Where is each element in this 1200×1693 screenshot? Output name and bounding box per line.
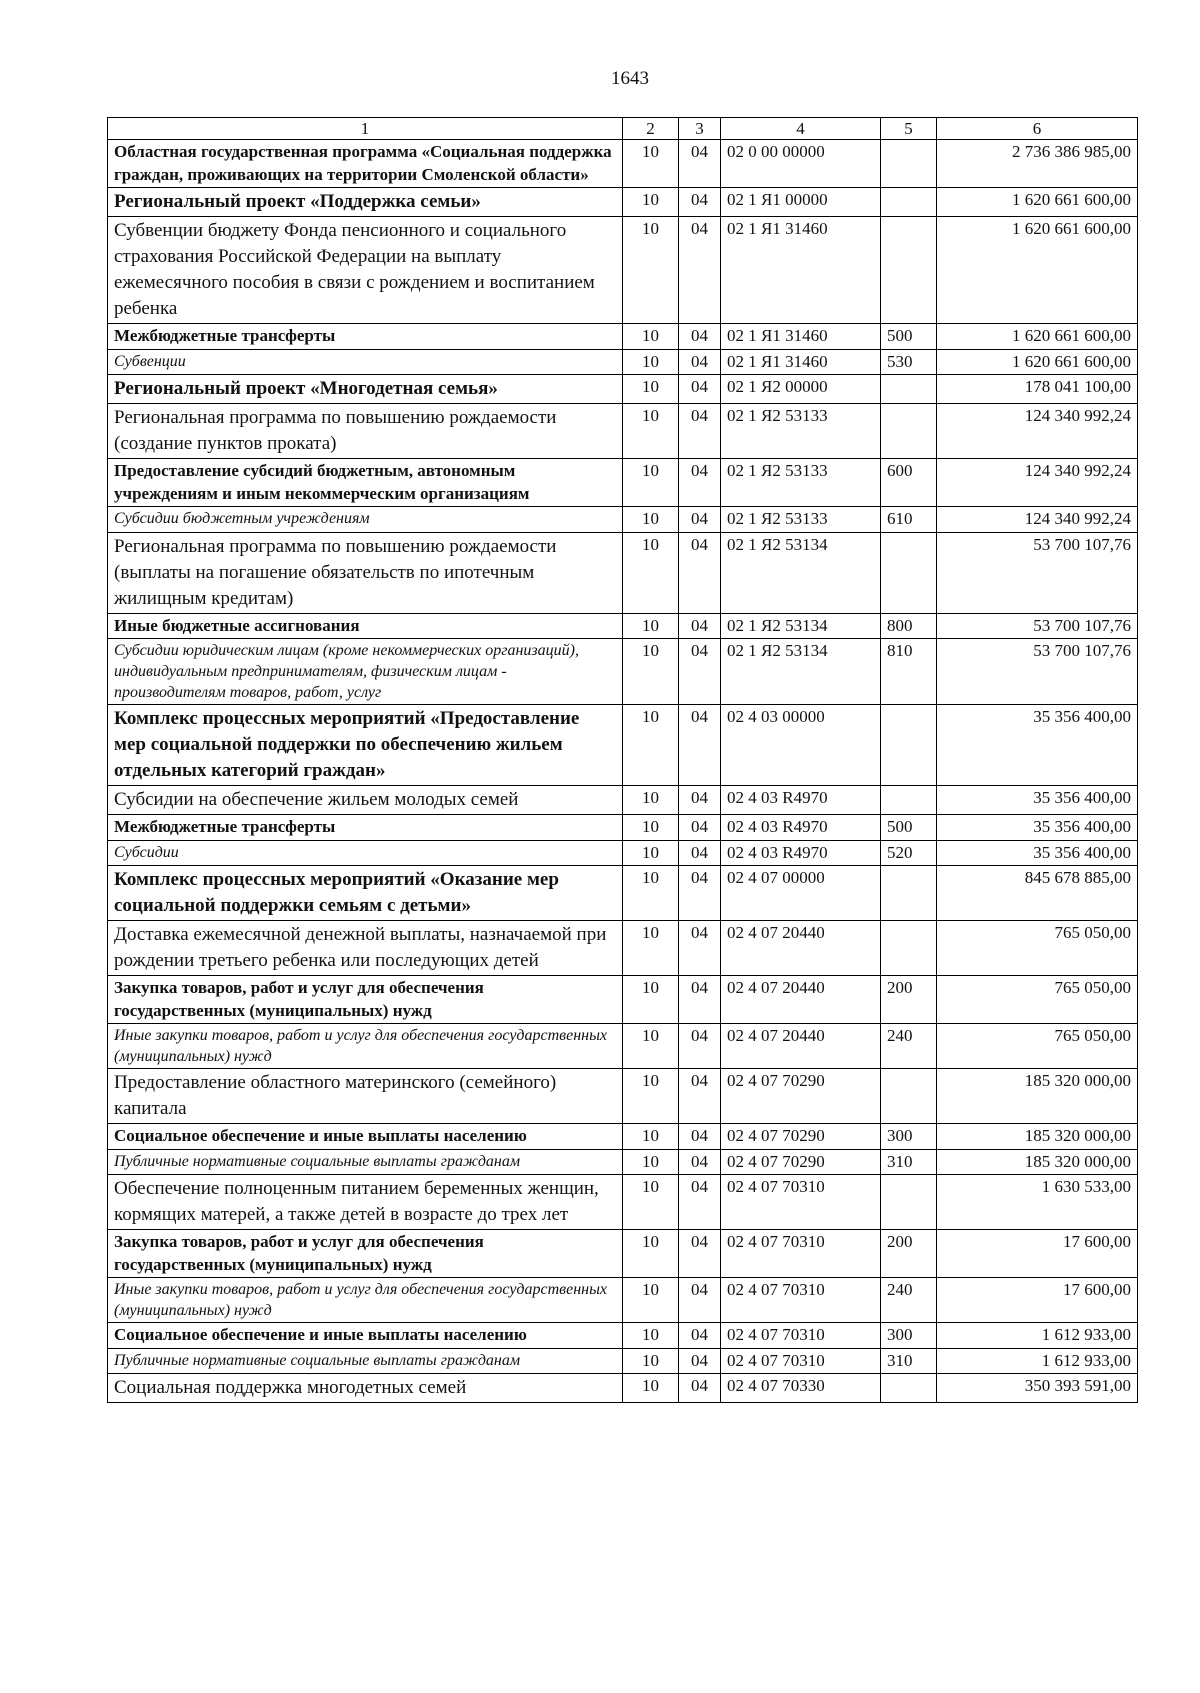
cell-name: Доставка ежемесячной денежной выплаты, назначаемой при рождении третьего ребенка или последующих детей bbox=[108, 921, 623, 976]
cell-vr: 300 bbox=[881, 1124, 937, 1150]
cell-name: Обеспечение полноценным питанием беременных женщин, кормящих матерей, а также детей в возрасте до трех лет bbox=[108, 1175, 623, 1230]
cell-csr: 02 4 07 20440 bbox=[721, 1024, 881, 1069]
cell-csr: 02 4 07 70290 bbox=[721, 1069, 881, 1124]
cell-amount: 35 356 400,00 bbox=[937, 815, 1138, 841]
cell-csr: 02 4 03 R4970 bbox=[721, 815, 881, 841]
cell-subsection: 04 bbox=[679, 1323, 721, 1349]
cell-csr: 02 4 07 70310 bbox=[721, 1278, 881, 1323]
table-row bbox=[108, 349, 1138, 375]
cell-csr: 02 1 Я1 31460 bbox=[721, 324, 881, 350]
cell-amount: 35 356 400,00 bbox=[937, 705, 1138, 786]
cell-subsection: 04 bbox=[679, 1124, 721, 1150]
cell-vr bbox=[881, 375, 937, 404]
table-row bbox=[108, 1069, 1138, 1124]
cell-csr: 02 4 07 70330 bbox=[721, 1374, 881, 1403]
cell-subsection: 04 bbox=[679, 1230, 721, 1278]
cell-csr: 02 4 07 70310 bbox=[721, 1323, 881, 1349]
cell-name: Предоставление областного материнского (семейного) капитала bbox=[108, 1069, 623, 1124]
cell-name: Закупка товаров, работ и услуг для обеспечения государственных (муниципальных) нужд bbox=[108, 976, 623, 1024]
table-row bbox=[108, 1230, 1138, 1278]
cell-vr bbox=[881, 140, 937, 188]
cell-name: Иные закупки товаров, работ и услуг для обеспечения государственных (муниципальных) нужд bbox=[108, 1278, 623, 1323]
cell-subsection: 04 bbox=[679, 1374, 721, 1403]
table-row bbox=[108, 459, 1138, 507]
cell-vr: 610 bbox=[881, 507, 937, 533]
cell-section: 10 bbox=[623, 866, 679, 921]
cell-subsection: 04 bbox=[679, 1149, 721, 1175]
cell-csr: 02 4 03 00000 bbox=[721, 705, 881, 786]
cell-section: 10 bbox=[623, 1278, 679, 1323]
cell-subsection: 04 bbox=[679, 705, 721, 786]
table-row bbox=[108, 976, 1138, 1024]
cell-csr: 02 4 03 R4970 bbox=[721, 786, 881, 815]
cell-name: Предоставление субсидий бюджетным, автономным учреждениям и иным некоммерческим организациям bbox=[108, 459, 623, 507]
cell-amount: 178 041 100,00 bbox=[937, 375, 1138, 404]
cell-vr: 240 bbox=[881, 1024, 937, 1069]
cell-section: 10 bbox=[623, 349, 679, 375]
page-number: 1643 bbox=[611, 68, 649, 89]
cell-amount: 53 700 107,76 bbox=[937, 639, 1138, 705]
cell-section: 10 bbox=[623, 459, 679, 507]
cell-subsection: 04 bbox=[679, 1348, 721, 1374]
cell-name: Социальное обеспечение и иные выплаты населению bbox=[108, 1124, 623, 1150]
cell-subsection: 04 bbox=[679, 866, 721, 921]
cell-subsection: 04 bbox=[679, 532, 721, 613]
cell-section: 10 bbox=[623, 786, 679, 815]
table-row bbox=[108, 815, 1138, 841]
cell-subsection: 04 bbox=[679, 324, 721, 350]
header-cell-subsection: 3 bbox=[679, 118, 721, 140]
cell-subsection: 04 bbox=[679, 1069, 721, 1124]
cell-csr: 02 1 Я1 31460 bbox=[721, 217, 881, 324]
cell-vr: 200 bbox=[881, 1230, 937, 1278]
cell-section: 10 bbox=[623, 404, 679, 459]
cell-amount: 350 393 591,00 bbox=[937, 1374, 1138, 1403]
cell-amount: 185 320 000,00 bbox=[937, 1149, 1138, 1175]
cell-amount: 1 630 533,00 bbox=[937, 1175, 1138, 1230]
cell-csr: 02 1 Я2 53133 bbox=[721, 459, 881, 507]
table-row bbox=[108, 1149, 1138, 1175]
cell-vr bbox=[881, 532, 937, 613]
cell-csr: 02 4 07 70310 bbox=[721, 1348, 881, 1374]
cell-amount: 124 340 992,24 bbox=[937, 459, 1138, 507]
cell-vr bbox=[881, 404, 937, 459]
cell-vr: 600 bbox=[881, 459, 937, 507]
cell-csr: 02 4 07 70310 bbox=[721, 1230, 881, 1278]
cell-section: 10 bbox=[623, 507, 679, 533]
cell-subsection: 04 bbox=[679, 639, 721, 705]
cell-subsection: 04 bbox=[679, 786, 721, 815]
cell-vr bbox=[881, 217, 937, 324]
cell-section: 10 bbox=[623, 921, 679, 976]
cell-name: Социальное обеспечение и иные выплаты населению bbox=[108, 1323, 623, 1349]
cell-name: Субсидии юридическим лицам (кроме некоммерческих организаций), индивидуальным предпринимателям, физическим лицам - производителям товаров, работ, услуг bbox=[108, 639, 623, 705]
cell-section: 10 bbox=[623, 1323, 679, 1349]
cell-amount: 124 340 992,24 bbox=[937, 507, 1138, 533]
cell-amount: 1 612 933,00 bbox=[937, 1323, 1138, 1349]
table-row bbox=[108, 921, 1138, 976]
cell-section: 10 bbox=[623, 1024, 679, 1069]
table-row bbox=[108, 840, 1138, 866]
cell-subsection: 04 bbox=[679, 349, 721, 375]
cell-name: Закупка товаров, работ и услуг для обеспечения государственных (муниципальных) нужд bbox=[108, 1230, 623, 1278]
cell-vr bbox=[881, 1069, 937, 1124]
cell-csr: 02 1 Я2 53134 bbox=[721, 532, 881, 613]
cell-subsection: 04 bbox=[679, 188, 721, 217]
cell-subsection: 04 bbox=[679, 375, 721, 404]
cell-subsection: 04 bbox=[679, 507, 721, 533]
cell-csr: 02 4 07 70290 bbox=[721, 1149, 881, 1175]
cell-subsection: 04 bbox=[679, 1278, 721, 1323]
cell-vr bbox=[881, 1374, 937, 1403]
cell-amount: 2 736 386 985,00 bbox=[937, 140, 1138, 188]
table-row bbox=[108, 1175, 1138, 1230]
table-row bbox=[108, 705, 1138, 786]
cell-name: Субвенции bbox=[108, 349, 623, 375]
cell-subsection: 04 bbox=[679, 217, 721, 324]
cell-section: 10 bbox=[623, 1374, 679, 1403]
table-row bbox=[108, 217, 1138, 324]
cell-section: 10 bbox=[623, 217, 679, 324]
cell-amount: 53 700 107,76 bbox=[937, 532, 1138, 613]
cell-amount: 17 600,00 bbox=[937, 1230, 1138, 1278]
table-row bbox=[108, 639, 1138, 705]
cell-vr bbox=[881, 1175, 937, 1230]
cell-csr: 02 1 Я2 53133 bbox=[721, 404, 881, 459]
cell-section: 10 bbox=[623, 840, 679, 866]
cell-name: Субсидии бюджетным учреждениям bbox=[108, 507, 623, 533]
cell-amount: 1 620 661 600,00 bbox=[937, 217, 1138, 324]
cell-name: Иные закупки товаров, работ и услуг для обеспечения государственных (муниципальных) нужд bbox=[108, 1024, 623, 1069]
cell-amount: 17 600,00 bbox=[937, 1278, 1138, 1323]
cell-csr: 02 1 Я2 53134 bbox=[721, 639, 881, 705]
cell-amount: 53 700 107,76 bbox=[937, 613, 1138, 639]
cell-subsection: 04 bbox=[679, 1024, 721, 1069]
cell-section: 10 bbox=[623, 1230, 679, 1278]
cell-amount: 185 320 000,00 bbox=[937, 1124, 1138, 1150]
cell-section: 10 bbox=[623, 976, 679, 1024]
table-row bbox=[108, 375, 1138, 404]
cell-section: 10 bbox=[623, 705, 679, 786]
cell-section: 10 bbox=[623, 613, 679, 639]
cell-amount: 1 620 661 600,00 bbox=[937, 188, 1138, 217]
table-row bbox=[108, 507, 1138, 533]
cell-amount: 1 620 661 600,00 bbox=[937, 324, 1138, 350]
cell-name: Публичные нормативные социальные выплаты гражданам bbox=[108, 1348, 623, 1374]
cell-vr: 500 bbox=[881, 815, 937, 841]
cell-name: Межбюджетные трансферты bbox=[108, 815, 623, 841]
cell-subsection: 04 bbox=[679, 1175, 721, 1230]
cell-name: Региональный проект «Поддержка семьи» bbox=[108, 188, 623, 217]
table-row bbox=[108, 1124, 1138, 1150]
cell-name: Субсидии bbox=[108, 840, 623, 866]
cell-vr: 300 bbox=[881, 1323, 937, 1349]
cell-section: 10 bbox=[623, 140, 679, 188]
cell-name: Региональный проект «Многодетная семья» bbox=[108, 375, 623, 404]
table-row bbox=[108, 786, 1138, 815]
table-row bbox=[108, 1323, 1138, 1349]
cell-vr bbox=[881, 866, 937, 921]
table-row bbox=[108, 532, 1138, 613]
cell-amount: 765 050,00 bbox=[937, 921, 1138, 976]
cell-vr: 310 bbox=[881, 1348, 937, 1374]
cell-csr: 02 1 Я2 00000 bbox=[721, 375, 881, 404]
cell-subsection: 04 bbox=[679, 613, 721, 639]
cell-name: Социальная поддержка многодетных семей bbox=[108, 1374, 623, 1403]
cell-vr: 500 bbox=[881, 324, 937, 350]
header-cell-name: 1 bbox=[108, 118, 623, 140]
cell-name: Комплекс процессных мероприятий «Оказание мер социальной поддержки семьям с детьми» bbox=[108, 866, 623, 921]
cell-amount: 765 050,00 bbox=[937, 1024, 1138, 1069]
cell-amount: 185 320 000,00 bbox=[937, 1069, 1138, 1124]
cell-subsection: 04 bbox=[679, 815, 721, 841]
cell-section: 10 bbox=[623, 1175, 679, 1230]
cell-name: Субвенции бюджету Фонда пенсионного и социального страхования Российской Федерации на выплату ежемесячного пособия в связи с рождением и воспитанием ребенка bbox=[108, 217, 623, 324]
cell-amount: 35 356 400,00 bbox=[937, 840, 1138, 866]
cell-amount: 845 678 885,00 bbox=[937, 866, 1138, 921]
table-row bbox=[108, 188, 1138, 217]
cell-name: Комплекс процессных мероприятий «Предоставление мер социальной поддержки по обеспечению жильем отдельных категорий граждан» bbox=[108, 705, 623, 786]
table-row bbox=[108, 404, 1138, 459]
cell-vr: 800 bbox=[881, 613, 937, 639]
cell-amount: 124 340 992,24 bbox=[937, 404, 1138, 459]
cell-section: 10 bbox=[623, 532, 679, 613]
cell-vr bbox=[881, 786, 937, 815]
table-row bbox=[108, 866, 1138, 921]
cell-name: Межбюджетные трансферты bbox=[108, 324, 623, 350]
cell-section: 10 bbox=[623, 1069, 679, 1124]
cell-subsection: 04 bbox=[679, 921, 721, 976]
cell-section: 10 bbox=[623, 639, 679, 705]
cell-section: 10 bbox=[623, 815, 679, 841]
cell-csr: 02 0 00 00000 bbox=[721, 140, 881, 188]
cell-amount: 1 612 933,00 bbox=[937, 1348, 1138, 1374]
cell-subsection: 04 bbox=[679, 459, 721, 507]
header-cell-csr: 4 bbox=[721, 118, 881, 140]
cell-csr: 02 4 07 00000 bbox=[721, 866, 881, 921]
cell-vr bbox=[881, 921, 937, 976]
cell-subsection: 04 bbox=[679, 140, 721, 188]
table-row bbox=[108, 324, 1138, 350]
table-row bbox=[108, 1348, 1138, 1374]
table-row bbox=[108, 1374, 1138, 1403]
cell-amount: 1 620 661 600,00 bbox=[937, 349, 1138, 375]
cell-section: 10 bbox=[623, 324, 679, 350]
cell-csr: 02 1 Я1 31460 bbox=[721, 349, 881, 375]
cell-name: Областная государственная программа «Социальная поддержка граждан, проживающих на территории Смоленской области» bbox=[108, 140, 623, 188]
cell-csr: 02 4 07 20440 bbox=[721, 976, 881, 1024]
cell-section: 10 bbox=[623, 188, 679, 217]
cell-section: 10 bbox=[623, 375, 679, 404]
cell-csr: 02 1 Я1 00000 bbox=[721, 188, 881, 217]
header-cell-section: 2 bbox=[623, 118, 679, 140]
cell-vr: 200 bbox=[881, 976, 937, 1024]
cell-vr: 520 bbox=[881, 840, 937, 866]
cell-name: Иные бюджетные ассигнования bbox=[108, 613, 623, 639]
cell-name: Субсидии на обеспечение жильем молодых семей bbox=[108, 786, 623, 815]
cell-vr: 810 bbox=[881, 639, 937, 705]
cell-vr: 530 bbox=[881, 349, 937, 375]
table-header-row bbox=[108, 118, 1138, 140]
table-row bbox=[108, 613, 1138, 639]
table-row bbox=[108, 140, 1138, 188]
header-cell-vr: 5 bbox=[881, 118, 937, 140]
table-body bbox=[108, 140, 1138, 1403]
cell-section: 10 bbox=[623, 1124, 679, 1150]
cell-vr: 310 bbox=[881, 1149, 937, 1175]
cell-vr: 240 bbox=[881, 1278, 937, 1323]
cell-name: Региональная программа по повышению рождаемости (выплаты на погашение обязательств по ипотечным жилищным кредитам) bbox=[108, 532, 623, 613]
table-row bbox=[108, 1024, 1138, 1069]
cell-vr bbox=[881, 188, 937, 217]
cell-section: 10 bbox=[623, 1149, 679, 1175]
cell-section: 10 bbox=[623, 1348, 679, 1374]
cell-name: Региональная программа по повышению рождаемости (создание пунктов проката) bbox=[108, 404, 623, 459]
cell-csr: 02 4 07 70310 bbox=[721, 1175, 881, 1230]
header-cell-amount: 6 bbox=[937, 118, 1138, 140]
cell-csr: 02 1 Я2 53134 bbox=[721, 613, 881, 639]
cell-subsection: 04 bbox=[679, 404, 721, 459]
cell-csr: 02 1 Я2 53133 bbox=[721, 507, 881, 533]
budget-table bbox=[107, 117, 1138, 1403]
cell-csr: 02 4 07 70290 bbox=[721, 1124, 881, 1150]
cell-subsection: 04 bbox=[679, 840, 721, 866]
cell-subsection: 04 bbox=[679, 976, 721, 1024]
cell-csr: 02 4 03 R4970 bbox=[721, 840, 881, 866]
cell-amount: 35 356 400,00 bbox=[937, 786, 1138, 815]
cell-name: Публичные нормативные социальные выплаты гражданам bbox=[108, 1149, 623, 1175]
cell-amount: 765 050,00 bbox=[937, 976, 1138, 1024]
table-row bbox=[108, 1278, 1138, 1323]
cell-vr bbox=[881, 705, 937, 786]
cell-csr: 02 4 07 20440 bbox=[721, 921, 881, 976]
